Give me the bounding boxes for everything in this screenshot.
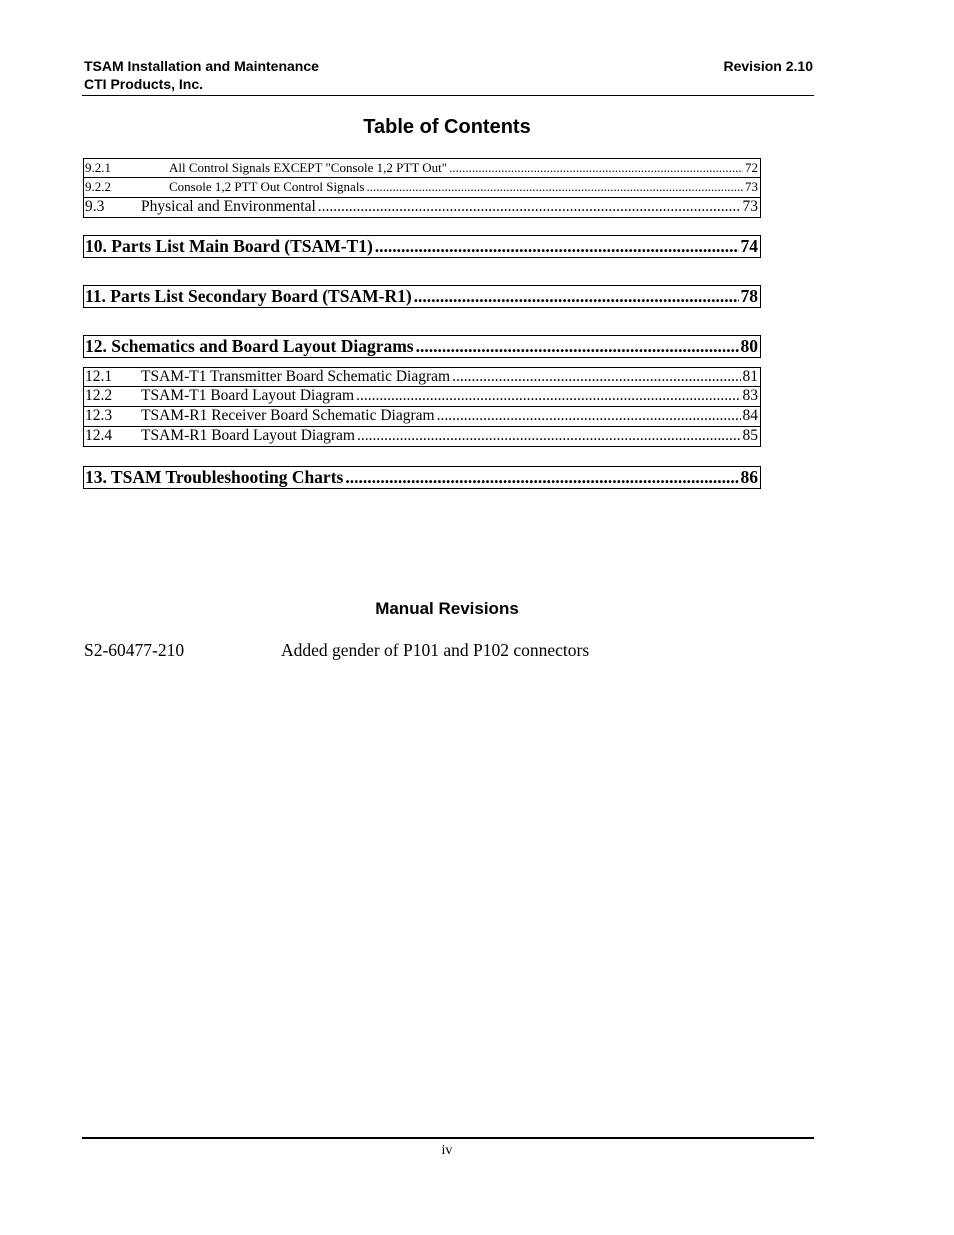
toc-page-number: 80: [740, 336, 758, 356]
toc-entry-9-2-1[interactable]: [83, 158, 761, 178]
toc-entry-text: TSAM-T1 Transmitter Board Schematic Diagram: [141, 368, 451, 385]
toc-entry-number: 9.2.2: [85, 179, 111, 194]
toc-entry-9-3[interactable]: [83, 198, 761, 218]
toc-entry-text: TSAM-R1 Board Layout Diagram: [141, 427, 355, 444]
toc-section-10: [83, 235, 761, 258]
toc-group-9: [83, 158, 761, 218]
toc-entry-9-2-2[interactable]: [83, 178, 761, 198]
revision-label: Revision 2.10: [723, 58, 813, 74]
toc-entry-13[interactable]: [83, 466, 761, 489]
toc-entry-text: Physical and Environmental: [141, 198, 316, 215]
toc-entry-text: Console 1,2 PTT Out Control Signals: [169, 179, 365, 194]
toc-entry-number: 9.2.1: [85, 160, 111, 175]
toc-title: Table of Contents: [363, 116, 531, 138]
toc-leader: [356, 387, 740, 405]
toc-entry-text: All Control Signals EXCEPT "Console 1,2 PTT Out": [169, 160, 448, 175]
toc-entry-number: 12.2: [85, 387, 113, 404]
toc-leader: [367, 178, 744, 196]
manual-revisions-title: Manual Revisions: [375, 599, 519, 618]
footer-rule: [82, 1137, 814, 1139]
header-rule: [82, 95, 814, 96]
toc-page-number: 86: [740, 467, 758, 487]
toc-entry-text: TSAM-R1 Receiver Board Schematic Diagram: [141, 407, 435, 424]
toc-leader: [318, 198, 741, 216]
toc-entry-12[interactable]: [83, 335, 761, 358]
document-title: TSAM Installation and Maintenance: [84, 58, 319, 74]
toc-entry-10[interactable]: [83, 235, 761, 258]
toc-section-11: [83, 285, 761, 308]
toc-group-12: [83, 367, 761, 447]
toc-leader: [449, 159, 743, 177]
toc-page-number: 84: [742, 407, 758, 424]
toc-page-number: 85: [742, 427, 758, 444]
toc-entry-12-4[interactable]: [83, 427, 761, 447]
toc-page-number: 73: [745, 179, 758, 194]
toc-entry-number: 12.4: [85, 427, 113, 444]
toc-leader: [416, 336, 739, 357]
toc-leader: [452, 368, 740, 386]
toc-entry-text: TSAM-T1 Board Layout Diagram: [141, 387, 355, 404]
toc-section-12: [83, 335, 761, 358]
revision-code: S2-60477-210: [84, 640, 185, 660]
toc-page-number: 81: [742, 368, 758, 385]
toc-entry-text: 10. Parts List Main Board (TSAM-T1): [85, 236, 373, 256]
toc-page-number: 73: [742, 198, 758, 215]
page-number: iv: [441, 1143, 453, 1158]
toc-entry-12-2[interactable]: [83, 387, 761, 407]
toc-entry-number: 9.3: [85, 198, 105, 215]
toc-leader: [375, 236, 739, 257]
toc-entry-number: 12.1: [85, 368, 113, 385]
revision-description: Added gender of P101 and P102 connectors: [281, 640, 590, 660]
toc-page-number: 78: [740, 286, 758, 306]
running-header-left: [84, 57, 319, 93]
toc-leader: [437, 407, 741, 425]
toc-entry-text: 13. TSAM Troubleshooting Charts: [85, 467, 344, 487]
toc-leader: [357, 427, 741, 445]
toc-leader: [414, 286, 739, 307]
toc-entry-12-3[interactable]: [83, 407, 761, 427]
toc-entry-text: 11. Parts List Secondary Board (TSAM-R1): [85, 286, 412, 306]
toc-entry-12-1[interactable]: [83, 367, 761, 387]
toc-page-number: 74: [740, 236, 758, 256]
toc-section-13: [83, 466, 761, 489]
company-name: CTI Products, Inc.: [84, 76, 204, 92]
toc-page-number: 83: [742, 387, 758, 404]
toc-entry-number: 12.3: [85, 407, 113, 424]
toc-leader: [345, 467, 738, 488]
toc-page-number: 72: [745, 160, 758, 175]
toc-entry-text: 12. Schematics and Board Layout Diagrams: [85, 336, 414, 356]
toc-entry-11[interactable]: [83, 285, 761, 308]
